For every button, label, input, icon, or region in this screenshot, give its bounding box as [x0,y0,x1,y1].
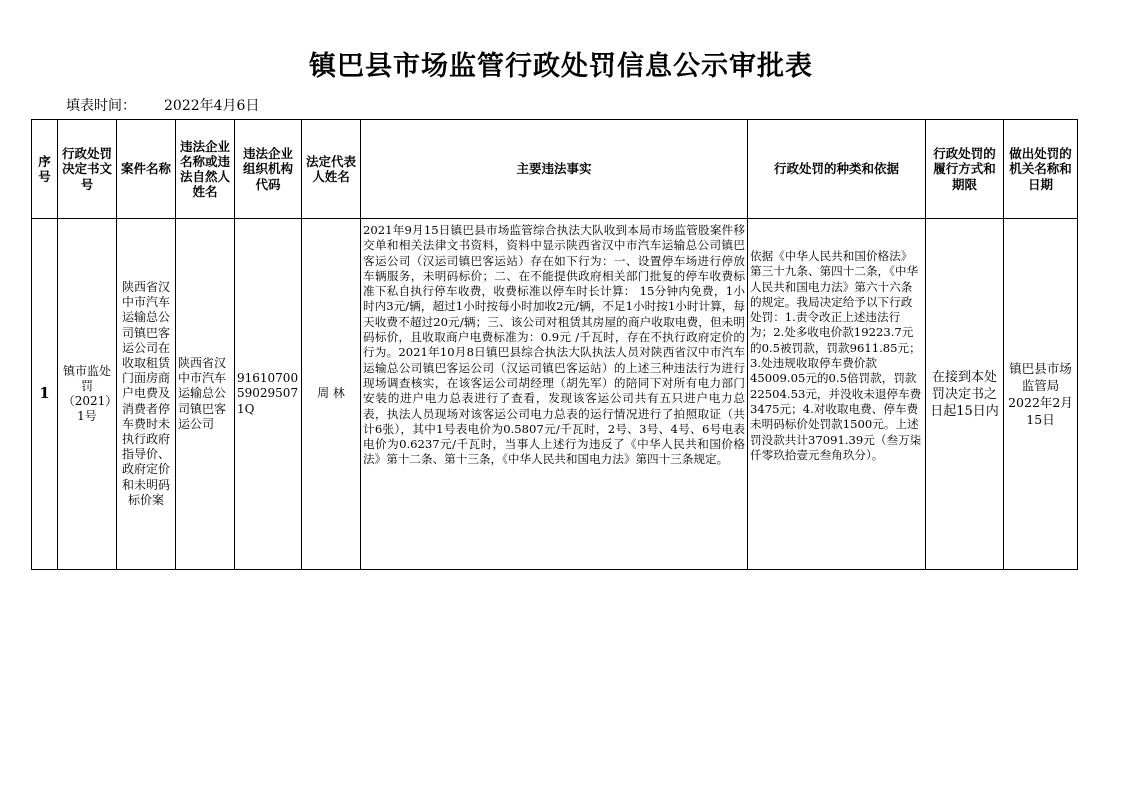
header-seq: 序号 [32,120,58,219]
cell-penalty: 依据《中华人民共和国价格法》第三十九条、第四十二条，《中华人民共和国电力法》第六十六条的规定。我局决定给予以下行政处罚：1.责令改正上述违法行为；2.处多收电价款19223.7元的0.5被罚款，罚款9611.85元；3.处违规收取停车费价款45009.05元的0.5倍罚款，罚款22504.53元，并没收未退停车费3475元；4.对收取电费、停车费未明码标价处罚款1500元。上述罚没款共计37091.39元（叁万柒仟零玖拾壹元叁角玖分）。 [748,219,926,570]
page-title: 镇巴县市场监管行政处罚信息公示审批表 [309,51,813,82]
fill-date [66,95,259,115]
cell-org-code: 91610700590295071Q [235,219,302,570]
cell-performance: 在接到本处罚决定书之日起15日内 [926,219,1004,570]
cell-party: 陕西省汉中市汽车运输总公司镇巴客运公司 [176,219,235,570]
fill-date-label: 填表时间： [66,98,136,114]
fill-date-value: 2022年4月6日 [164,98,260,114]
cell-legal-rep: 周 林 [302,219,361,570]
cell-authority: 镇巴县市场监管局2022年2月15日 [1004,219,1078,570]
cell-case-name: 陕西省汉中市汽车运输总公司镇巴客运公司在收取租赁门面房商户电费及消费者停车费时未执行政府指导价、政府定价和未明码标价案 [117,219,176,570]
cell-doc-no: 镇市监处罚（2021）1号 [58,219,117,570]
penalty-table [31,119,1078,570]
table-header-row [32,120,1078,219]
header-case-name: 案件名称 [117,120,176,219]
header-doc-no: 行政处罚决定书文号 [58,120,117,219]
cell-facts: 2021年9月15日镇巴县市场监管综合执法大队收到本局市场监管股案件移交单和相关法律文书资料，资料中显示陕西省汉中市汽车运输总公司镇巴客运公司（汉运司镇巴客运站）存在如下行为：一、设置停车场进行停放车辆服务，未明码标价；二、在不能提供政府相关部门批复的停车收费标准下私自执行停车收费，收费标准以停车时长计算： 15分钟内免费，1小时内3元/辆，超过1小时按每小时加收2元/辆，不足1小时按1小时计算，每天收费不超过20元/辆；三、该公司对租赁其房屋的商户收取电费，但未明码标价，且收取商户电费标准为：0.9元 /千瓦时，存在不执行政府定价的行为。2021年10月8日镇巴县综合执法大队执法人员对陕西省汉中市汽车运输总公司镇巴客运公司（汉运司镇巴客运站）的上述三种违法行为进行现场调查核实，在该客运公司胡经理（胡先军）的陪同下对所有电力部门安装的进户电力总表进行了查看，发现该客运公司共有五只进户电力总表，执法人员现场对该客运公司电力总表的运行情况进行了拍照取证（共计6张），其中1号表电价为0.5807元/千瓦时，2号、3号、4号、6号电表电价为0.6237元/千瓦时，当事人上述行为违反了《中华人民共和国价格法》第十二条、第十三条，《中华人民共和国电力法》第四十三条规定。 [361,219,748,570]
header-party: 违法企业名称或违法自然人姓名 [176,120,235,219]
header-legal-rep: 法定代表人姓名 [302,120,361,219]
table-row [32,219,1078,570]
header-org-code: 违法企业组织机构代码 [235,120,302,219]
header-performance: 行政处罚的履行方式和期限 [926,120,1004,219]
header-authority: 做出处罚的机关名称和日期 [1004,120,1078,219]
header-facts: 主要违法事实 [361,120,748,219]
cell-seq: 1 [32,219,58,570]
header-penalty: 行政处罚的种类和依据 [748,120,926,219]
